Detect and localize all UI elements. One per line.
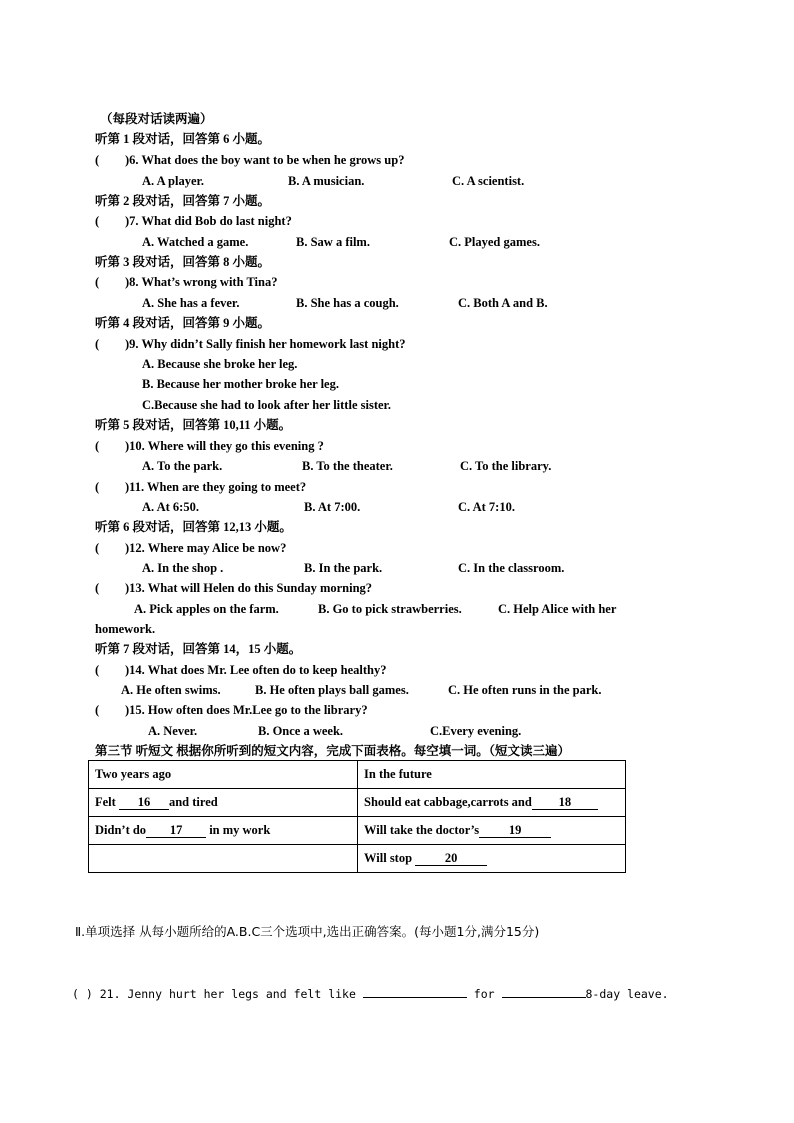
question-14: ( )14. What does Mr. Lee often do to keep healthy? <box>95 663 387 677</box>
dialogue-2-intro: 听第 2 段对话，回答第 7 小题。 <box>95 194 271 208</box>
dialogue-3-intro: 听第 3 段对话，回答第 8 小题。 <box>95 255 271 269</box>
answer-paren[interactable]: ( <box>95 214 100 228</box>
table-head-right: In the future <box>358 761 626 789</box>
table-cell: Will stop 20 <box>358 845 626 873</box>
blank-19[interactable]: 19 <box>479 823 551 838</box>
q6-option-a: A. A player. <box>142 174 205 188</box>
dialogue-5-intro: 听第 5 段对话，回答第 10,11 小题。 <box>95 418 292 432</box>
q12-option-b: B. In the park. <box>304 561 383 575</box>
table-cell: Felt 16 and tired <box>89 789 358 817</box>
q10-option-c: C. To the library. <box>460 459 552 473</box>
q11-option-b: B. At 7:00. <box>304 500 361 514</box>
answer-paren[interactable]: ( <box>95 153 100 167</box>
question-9: ( )9. Why didn’t Sally finish her homework last night? <box>95 337 406 351</box>
q9-option-a: A. Because she broke her leg. <box>142 357 298 371</box>
answer-paren[interactable]: ( ) <box>72 987 93 1001</box>
dialogue-1-intro: 听第 1 段对话，回答第 6 小题。 <box>95 132 271 146</box>
question-10: ( )10. Where will they go this evening ? <box>95 439 324 453</box>
q21-blank-2[interactable] <box>502 997 586 998</box>
table-cell-empty <box>89 845 358 873</box>
table-cell: Will take the doctor’s 19 <box>358 817 626 845</box>
q15-option-a: A. Never. <box>148 724 198 738</box>
answer-paren[interactable]: ( <box>95 663 100 677</box>
q9-option-b: B. Because her mother broke her leg. <box>142 377 339 391</box>
q13-option-c-continued: homework. <box>95 622 156 636</box>
q15-option-c: C.Every evening. <box>430 724 522 738</box>
answer-paren[interactable]: ( <box>95 275 100 289</box>
q21-blank-1[interactable] <box>363 997 467 998</box>
q7-option-a: A. Watched a game. <box>142 235 249 249</box>
question-13: ( )13. What will Helen do this Sunday morning? <box>95 581 373 595</box>
q11-option-a: A. At 6:50. <box>142 500 199 514</box>
blank-18[interactable]: 18 <box>532 795 598 810</box>
table-cell: Didn’t do 17 in my work <box>89 817 358 845</box>
q9-option-c: C.Because she had to look after her little sister. <box>142 398 392 412</box>
q13-option-b: B. Go to pick strawberries. <box>318 602 462 616</box>
q7-option-b: B. Saw a film. <box>296 235 370 249</box>
question-11: ( )11. When are they going to meet? <box>95 480 307 494</box>
dialogue-7-intro: 听第 7 段对话，回答第 14，15 小题。 <box>95 642 302 656</box>
answer-paren[interactable]: ( <box>95 541 100 555</box>
answer-paren[interactable]: ( <box>95 480 100 494</box>
table-row <box>89 761 626 789</box>
q14-option-a: A. He often swims. <box>121 683 221 697</box>
question-6: ( )6. What does the boy want to be when he grows up? <box>95 153 405 167</box>
q13-option-a: A. Pick apples on the farm. <box>134 602 279 616</box>
dialogue-6-intro: 听第 6 段对话，回答第 12,13 小题。 <box>95 520 292 534</box>
q6-option-b: B. A musician. <box>288 174 365 188</box>
q15-option-b: B. Once a week. <box>258 724 344 738</box>
q8-option-c: C. Both A and B. <box>458 296 548 310</box>
q10-option-b: B. To the theater. <box>302 459 393 473</box>
blank-17[interactable]: 17 <box>146 823 206 838</box>
section-3-title: 第三节 听短文 根据你所听到的短文内容，完成下面表格。每空填一词。（短文读三遍） <box>95 744 571 758</box>
q14-option-c: C. He often runs in the park. <box>448 683 602 697</box>
question-15: ( )15. How often does Mr.Lee go to the library? <box>95 703 368 717</box>
q7-option-c: C. Played games. <box>449 235 540 249</box>
blank-20[interactable]: 20 <box>415 851 487 866</box>
blank-16[interactable]: 16 <box>119 795 169 810</box>
question-21: ( ) 21. Jenny hurt her legs and felt like for 8-day leave. <box>72 987 669 1001</box>
question-7: ( )7. What did Bob do last night? <box>95 214 292 228</box>
table-row <box>89 789 626 817</box>
q10-option-a: A. To the park. <box>142 459 223 473</box>
question-8: ( )8. What’s wrong with Tina? <box>95 275 278 289</box>
answer-paren[interactable]: ( <box>95 439 100 453</box>
answer-paren[interactable]: ( <box>95 703 100 717</box>
table-row <box>89 845 626 873</box>
answer-paren[interactable]: ( <box>95 581 100 595</box>
q12-option-a: A. In the shop . <box>142 561 224 575</box>
part-2-title: Ⅱ.单项选择 从每小题所给的A.B.C三个选项中,选出正确答案。(每小题1分,满分15分) <box>75 924 540 939</box>
table-cell: Should eat cabbage,carrots and 18 <box>358 789 626 817</box>
q14-option-b: B. He often plays ball games. <box>255 683 409 697</box>
header-note: （每段对话读两遍） <box>100 112 213 126</box>
q8-option-b: B. She has a cough. <box>296 296 399 310</box>
q11-option-c: C. At 7:10. <box>458 500 515 514</box>
q6-option-c: C. A scientist. <box>452 174 525 188</box>
table-head-left: Two years ago <box>89 761 358 789</box>
table-row <box>89 817 626 845</box>
q13-option-c: C. Help Alice with her <box>498 602 617 616</box>
q8-option-a: A. She has a fever. <box>142 296 240 310</box>
answer-paren[interactable]: ( <box>95 337 100 351</box>
listening-table <box>88 760 626 873</box>
question-12: ( )12. Where may Alice be now? <box>95 541 287 555</box>
q12-option-c: C. In the classroom. <box>458 561 565 575</box>
dialogue-4-intro: 听第 4 段对话，回答第 9 小题。 <box>95 316 271 330</box>
